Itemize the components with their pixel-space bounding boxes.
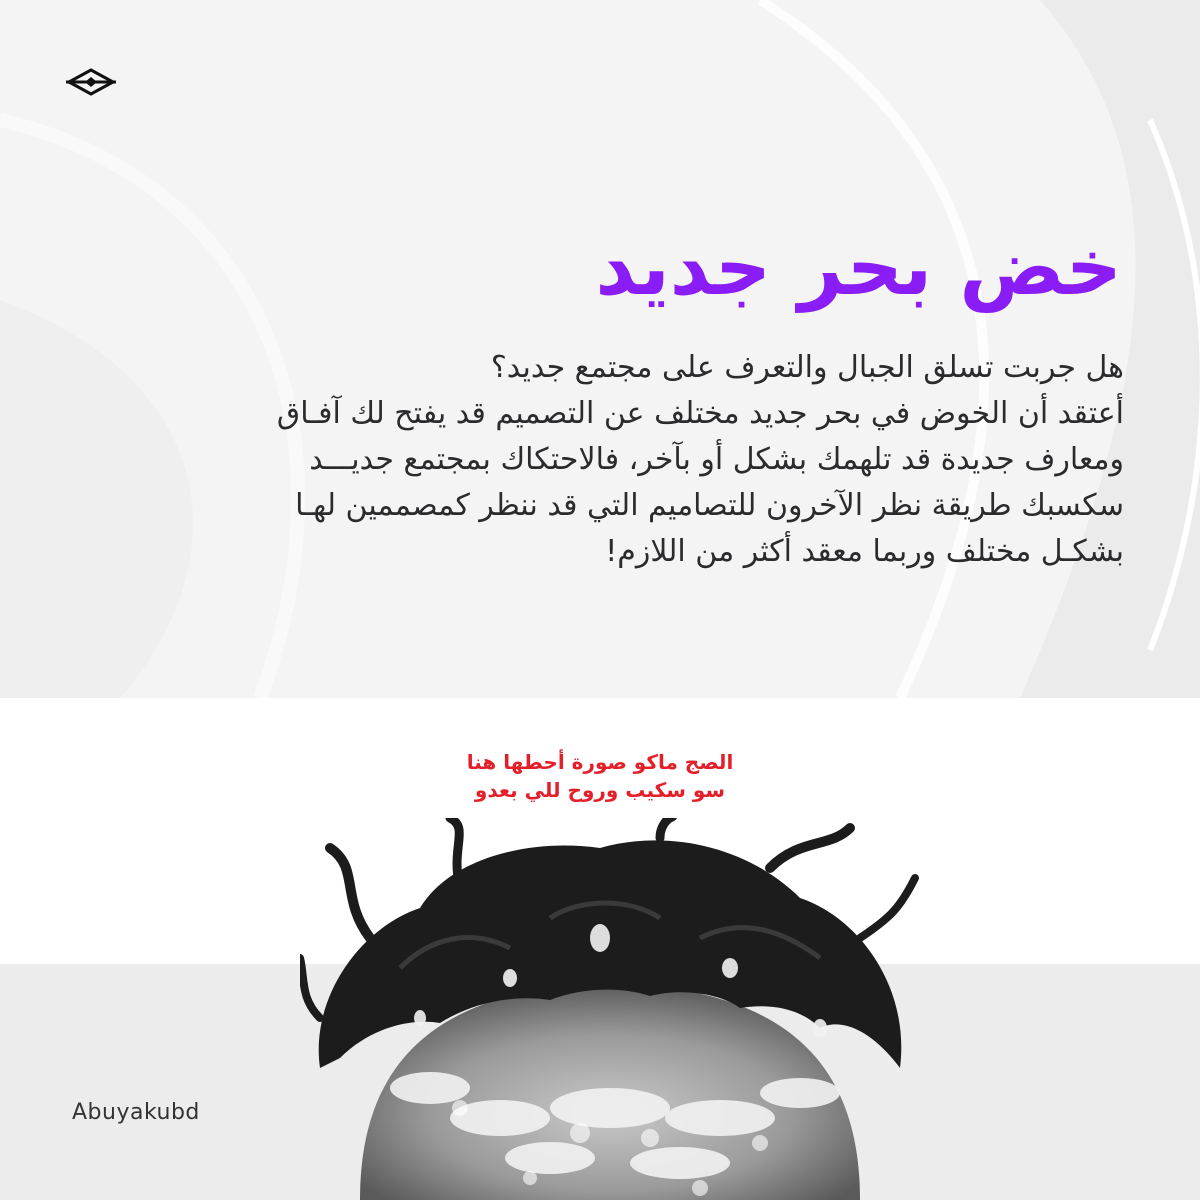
red-note — [0, 748, 1200, 804]
note-line: سو سكيب وروح للي بعدو — [474, 778, 726, 802]
body-line: هل جربت تسلق الجبال والتعرف على مجتمع جديد؟ — [490, 350, 1124, 385]
note-line: الصج ماكو صورة أحطها هنا — [466, 750, 734, 774]
body-line: سكسبك طريقة نظر الآخرون للتصاميم التي قد ننظر كمصممين لهـا — [295, 488, 1124, 523]
body-paragraph — [64, 345, 1124, 575]
bottom-panel — [0, 698, 1200, 1200]
diamond-eye-logo-icon — [66, 66, 116, 98]
body-line: بشكـل مختلف وربما معقد أكثر من اللازم! — [605, 534, 1124, 569]
body-line: ومعارف جديدة قد تلهمك بشكل أو بآخر، فالاحتكاك بمجتمع جديـــد — [309, 442, 1124, 477]
author-signature: Abuyakubd — [72, 1100, 200, 1125]
soapy-hair-head-photo — [300, 818, 920, 1200]
body-line: أعتقد أن الخوض في بحر جديد مختلف عن التصميم قد يفتح لك آفـاق — [276, 396, 1124, 431]
headline: خض بحر جديد — [595, 223, 1122, 313]
